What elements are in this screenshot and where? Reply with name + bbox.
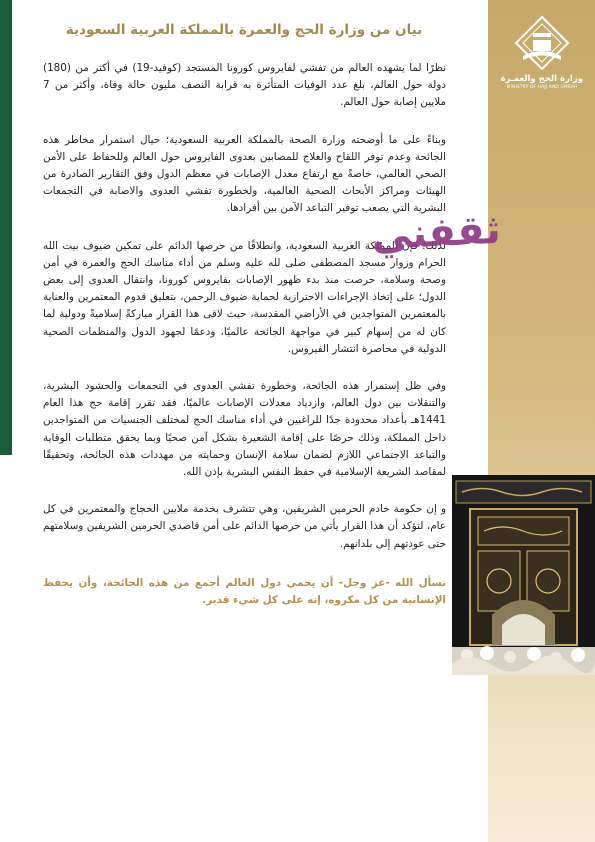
kaaba-door-photo <box>452 475 595 675</box>
kaaba-logo-icon <box>513 14 571 72</box>
kaaba-door-image <box>452 475 595 675</box>
paragraph-2: وبناءً على ما أوضحته وزارة الصحة بالمملكة العربية السعودية؛ حيال استمرار مخاطر هذه الجائحة وعدم توفر اللقاح والعلاج للمصابين بعدوى الفايروس حول العالم وللحفاظ على الأمن الصحي العالمي، خاصةً مع ارتفاع معدل الإصابات في معظم الدول وفق التقارير الصادرة من الهيئات ومراكز الأبحاث الصحية العالمية، ولخطورة تفشي العدوى والاصابة في التجمعات البشرية التي يصعب توفير التباعد الآمن بين أفرادها. <box>43 133 446 215</box>
document-body <box>43 60 446 629</box>
ministry-logo <box>501 14 583 110</box>
paragraph-1: نظرًا لما يشهده العالم من تفشي لفايروس كورونا المستجد (كوفيد-19) في أكثر من (180) دولة حول العالم، بلغ عدد الوفيات المتأثرة به قرابة النصف مليون حالة وفاة، وأكثر من 7 ملايين إصابة حول العالم. <box>43 62 447 109</box>
paragraph-5: و إن حكومة خادم الحرمين الشريفين، وهي تتشرف بخدمة ملايين الحجاج والمعتمرين في كل عام، لتؤكد أن هذا القرار يأتي من حرصها الدائم على أمن قاصدي الحرمين الشريفين وسلامتهم حتى عودتهم إلى بلدانهم. <box>43 503 446 550</box>
gold-side-panel <box>488 0 595 842</box>
logo-english-text: MINISTRY OF HAJJ AND UMRAH <box>506 85 578 90</box>
watermark-logo: ثقفني <box>370 206 502 260</box>
closing-prayer: نسأل الله -عز وجل- أن يحمي دول العالم أجمع من هذه الجائحة، وأن يحفظ الإنسانية من كل مكروه، إنه على كل شيء قدير. <box>43 576 446 607</box>
paragraph-3: لذلك؛ فإن المملكة العربية السعودية، وانطلاقًا من حرصها الدائم على تمكين ضيوف بيت الله الحرام وزوار مسجد المصطفى صلى لله عليه وسلم من أداء مناسك الحج والعمرة في أمن وصحة وسلامة، حرصت منذ بدء ظهور الإصابات بفايروس كورونا، وانتقال العدوى إلى بعض الدول؛ على إتخاذ الإجراءات الاحترازية لحماية ضيوف الرحمن، بتعليق قدوم المعتمرين والعناية بالمعتمرين المتواجدين في الأراضي المقدسة، حيث لاقى هذا القرار مباركةً إسلاميةً ودولية لما كان له من إسهام كبير في مواجهة الجائحة عالميًا، ودعمًا لجهود الدول والمنظمات الصحية الدولية في محاصرة انتشار الفيروس. <box>43 239 446 355</box>
document-title: بيان من وزارة الحج والعمرة بالمملكة العربية السعودية <box>65 22 423 38</box>
paragraph-4: وفي ظل إستمرار هذه الجائحة، وخطورة تفشي العدوى في التجمعات والحشود البشرية، والتنقلات بين دول العالم، وازدياد معدلات الإصابات عالميًا، فقد تقرر إقامة حج هذا العام 1441هـ بأعداد محدودة جدًا للراغبين في أداء مناسك الحج لمختلف الجنسيات من المتواجدين داخل المملكة، وذلك حرصًا على إقامة الشعيرة بشكل آمن صحيًا وبما يحقق متطلبات الوقاية والتباعد الاجتماعي اللازم لضمان سلامة الإنسان وحمايته من مهددات هذه الجائحة، وتحقيقًا لمقاصد الشريعة الإسلامية في حفظ النفس البشرية بإذن الله. <box>43 380 446 479</box>
green-accent-bar <box>0 0 12 455</box>
logo-arabic-text: وزارة الحج والعمـرة <box>500 74 583 84</box>
